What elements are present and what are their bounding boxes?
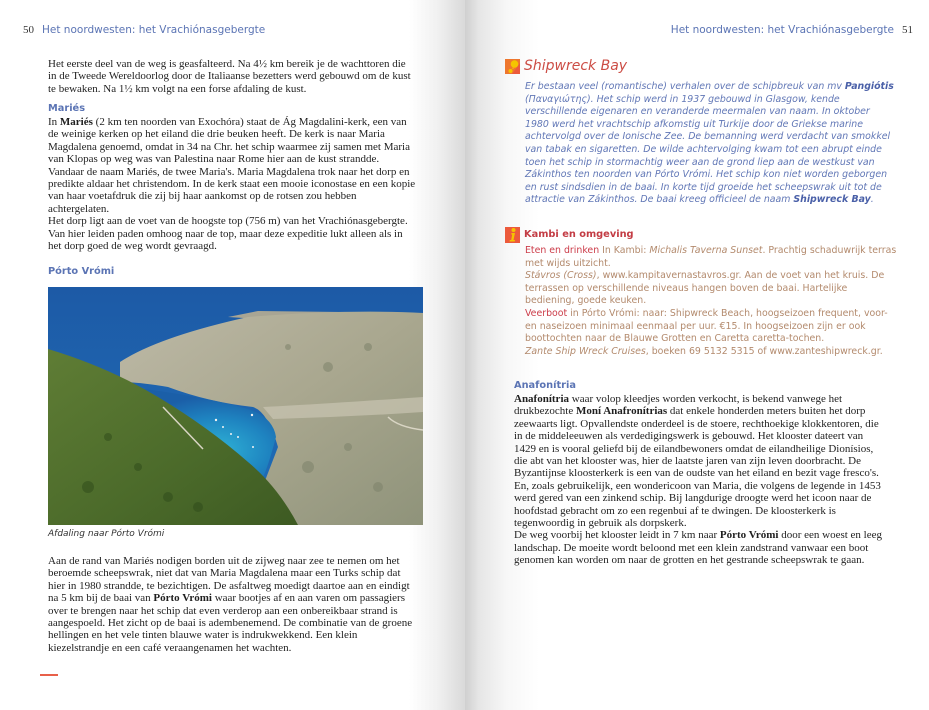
kambi-info-header <box>505 227 634 242</box>
ferry-company: Zante Ship Wreck Cruises <box>525 345 646 357</box>
page-number: 50 <box>23 24 34 36</box>
paragraph: In Mariés (2 km ten noorden van Exochóra) staat de Ág Magdalini-kerk, een van de weinige kerken op het eiland die drie beuken heeft. De kerk is naar Maria Magdalena genoemd, omdat in 34 na Chr. het schip waarmee zij samen met Maria van Klopas op weg was van Palestina naar Rome hier aan de kust strandde. Vandaar de naam Mariés, de twee Maria's. Maria Magdalena trok naar het dorp en predikte aldaar het christendom. In de kerk staat een mooie iconostase en een kopie van haar voetafdruk die zij bij haar aankomst op de rotsen zou hebben achtergelaten. <box>48 116 416 215</box>
photo-porto-vromi-bay <box>48 287 423 525</box>
chapter-title: Het noordwesten: het Vrachiónasgebergte <box>670 24 894 36</box>
eat-drink-label: Eten en drinken <box>525 245 600 256</box>
page-number: 51 <box>902 24 913 36</box>
shipwreck-story: Er bestaan veel (romantische) verhalen over de schipbreuk van mv Pangiótis (Παναγιώτης). Het schip werd in 1937 gebouwd in Glasgow, kende verschillende eigenaren en veranderde meermalen van naam. In oktober 1980 werd het vrachtschip afkomstig uit Turkije door de Griekse marine achtervolgd over de Ionische Zee. De bemanning werd verdacht van smokkel van tabak en sigaretten. De wilde achtervolging kwam tot een abrupt einde toen het schip in stormachtig weer aan de grond liep aan de westkust van Zákinthos ten noorden van Pórto Vrómi. Het schip kon niet worden geborgen en rust sindsdien in de baai. In korte tijd groeide het scheepswrak uit tot de attractie van Zákinthos. De baai kreeg officieel de naam Shipwreck Bay. <box>525 81 894 206</box>
paragraph: Anafonítria waar volop kleedjes worden verkocht, is bekend vanwege het drukbezochte Moní Anafronítrias dat enkele honderden meters buiten het dorp zeewaarts ligt. Opvallendste onderdeel is de stoere, rechthoekige klokkentoren, die in de middeleeuwen als verdedigingswerk is gebouwd. Het klooster dateert van 1429 en is vooral geliefd bij de eilandbewoners omdat de eilandheilige Dionísios, die abt van het klooster was, hier de laatste jaren van zijn leven doorbracht. De Byzantijnse kloosterkerk is een van de oudste van het eiland en bezit vage fresco's. En, zoals gebruikelijk, een wondericoon van Maria, die volgens de legende in 1453 werd gered van een zinkend schip. Bij langdurige droogte werd het icoon naar de hoofdstad gebracht om zo een regenbui af te dwingen. De kloosterkerk is tegenwoordig in gebruik als dorpskerk. <box>514 393 881 530</box>
section-maries <box>48 103 416 252</box>
running-head-left <box>23 24 265 36</box>
bold-place-name: Mariés <box>59 116 93 128</box>
restaurant-name: Stávros (Cross) <box>525 270 597 282</box>
ferry-label: Veerboot <box>525 307 568 319</box>
paragraph: De weg voorbij het klooster leidt in 7 km naar Pórto Vrómi door een woest en leeg landschap. De moeite wordt beloond met een klein zandstrand vanwaar een boot genomen kan worden om naar de grotten en het gestrande scheepswrak te gaan. <box>514 529 882 567</box>
section-heading-porto-vromi: Pórto Vrómi <box>48 266 115 277</box>
bold-place-name: Moní Anafronítrias <box>576 405 668 418</box>
photo-caption: Afdaling naar Pórto Vrómi <box>48 529 165 539</box>
kambi-eat-drink: Eten en drinken In Kambi: Michalis Taverna Sunset. Prachtig schaduwrijk terras met wijds uitzicht. Stávros (Cross), www.kampitavernastavros.gr. Aan de voet van het kruis. De terrassen op verschillende niveaus hangen boven de baai. Hartelijke bediening, goede keuken. Veerboot in Pórto Vrómi: naar: Shipwreck Beach, hoogseizoen frequent, voor- en naseizoen minimaal eenmaal per uur. €15. In hoogseizoen zijn er ook boottochten naar de Blauwe Grotten en Caretta caretta-tochen. Zante Ship Wreck Cruises, boeken 69 5132 5315 of www.zanteshipwreck.gr. <box>525 245 897 357</box>
shipwreck-bay-header <box>505 58 627 74</box>
section-heading: Anafonítria <box>514 380 576 391</box>
highlight-exclamation-icon <box>505 59 520 74</box>
ship-name: Pangiótis <box>844 81 894 92</box>
page-end-marker <box>40 674 58 676</box>
paragraph: Het dorp ligt aan de voet van de hoogste top (756 m) van het Vrachiónasgebergte. Van hier leiden paden omhoog naar de top, maar deze expeditie lukt alleen als in het dorp goed de weg wordt gevraagd. <box>48 215 408 253</box>
bay-name: Shipwreck Bay <box>793 194 871 206</box>
section-heading: Mariés <box>48 103 86 114</box>
running-head-right <box>671 24 913 36</box>
bold-place-name: Pórto Vrómi <box>719 529 779 542</box>
intro-paragraph: Het eerste deel van de weg is geasfalteerd. Na 4½ km bereik je de wachttoren die in de Tweede Wereldoorlog door de Italiaanse bezetters werd gebouwd om de kust te bewaken. Na 1½ km volgt na een forse afdaling de kust. <box>48 58 411 95</box>
box-title: Shipwreck Bay <box>524 58 628 74</box>
info-i-icon <box>505 227 520 242</box>
bold-place-name: Pórto Vrómi <box>153 592 212 605</box>
bold-place-name: Anafonítria <box>514 393 569 405</box>
box-title: Kambi en omgeving <box>524 229 634 240</box>
paragraph-porto-vromi: Aan de rand van Mariés nodigen borden uit de zijweg naar zee te nemen om het beroemde scheepswrak, niet dat van Maria Magdalena maar een Turks schip dat hier in 1980 strandde, te bezichtigen. De asfaltweg moedigt daartoe aan en eindigt na 5 km bij de baai van Pórto Vrómi waar bootjes af en aan varen om passagiers over te brengen naar het schip dat even verderop aan een onbereikbaar strand is aangespoeld. Het zicht op de baai is adembenemend. De combinatie van de groene hellingen en het vele tinten blauwe water is indrukwekkend. Een klein kiezelstrandje en een café veraangenamen het wachten. <box>48 555 413 654</box>
chapter-title: Het noordwesten: het Vrachiónasgebergte <box>42 24 266 36</box>
restaurant-name: Michalis Taverna Sunset <box>649 245 763 256</box>
section-anafonitria <box>514 380 882 567</box>
